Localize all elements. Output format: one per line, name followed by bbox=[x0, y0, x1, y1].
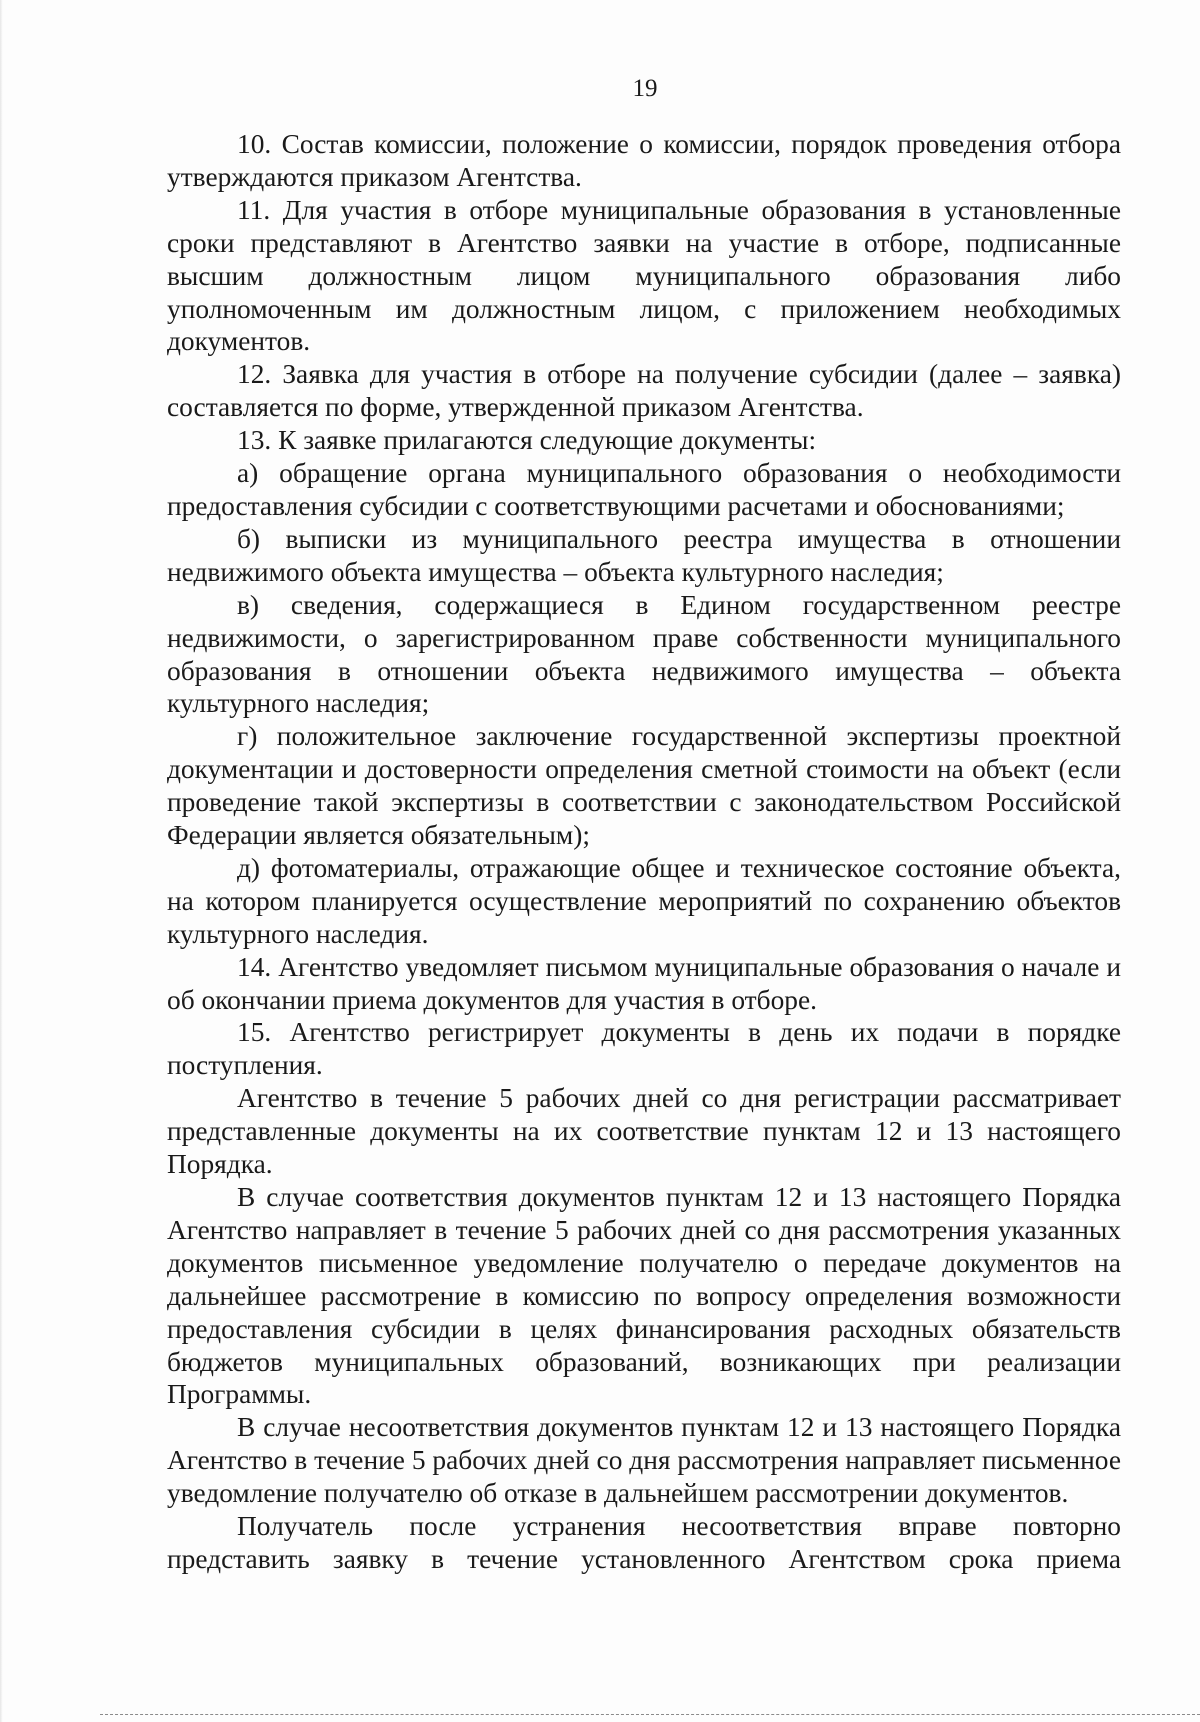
paragraph-15-noncompliance: В случае несоответствия документов пунктам 12 и 13 настоящего Порядка Агентство в течение 5 рабочих дней со дня рассмотрения направляет письменное уведомление получателю об отказе в дальнейшем рассмотрении документов. bbox=[167, 1412, 1121, 1509]
paragraph-13-b: б) выписки из муниципального реестра имущества в отношении недвижимого объекта имущества – объекта культурного наследия; bbox=[167, 523, 1121, 587]
paragraph-13-d: д) фотоматериалы, отражающие общее и техническое состояние объекта, на котором планируется осуществление мероприятий по сохранению объектов культурного наследия. bbox=[167, 852, 1121, 949]
paragraph-12: 12. Заявка для участия в отборе на получение субсидии (далее – заявка) составляется по форме, утвержденной приказом Агентства. bbox=[167, 359, 1121, 423]
paragraph-13: 13. К заявке прилагаются следующие документы: bbox=[237, 425, 817, 456]
paragraph-14: 14. Агентство уведомляет письмом муниципальные образования о начале и об окончании приема документов для участия в отборе. bbox=[167, 951, 1121, 1015]
paragraph-15: 15. Агентство регистрирует документы в день их подачи в порядке поступления. bbox=[167, 1017, 1121, 1081]
paragraph-10: 10. Состав комиссии, положение о комиссии, порядок проведения отбора утверждаются приказом Агентства. bbox=[167, 129, 1121, 192]
paragraph-15-review: Агентство в течение 5 рабочих дней со дня регистрации рассматривает представленные документы на их соответствие пунктам 12 и 13 настоящего Порядка. bbox=[167, 1083, 1121, 1180]
paragraph-13-v: в) сведения, содержащиеся в Едином государственном реестре недвижимости, о зарегистрированном праве собственности муниципального образования в отношении объекта недвижимого имущества – объекта культурного наследия; bbox=[167, 589, 1121, 719]
paragraph-13-a: а) обращение органа муниципального образования о необходимости предоставления субсидии с соответствующими расчетами и обоснованиями; bbox=[167, 458, 1121, 521]
page-number: 19 bbox=[632, 75, 658, 102]
scan-edge-left bbox=[0, 0, 3, 1722]
scan-edge-bottom bbox=[100, 1714, 1200, 1715]
paragraph-15-resubmission: Получатель после устранения несоответствия вправе повторно представить заявку в течение установленного Агентством срока приема bbox=[167, 1511, 1121, 1574]
document-body bbox=[167, 128, 1121, 1576]
paragraph-11: 11. Для участия в отборе муниципальные образования в установленные сроки представляют в Агентство заявки на участие в отборе, подписанные высшим должностным лицом муниципального образования либо уполномоченным им должностным лицом, с приложением необходимых документов. bbox=[167, 194, 1121, 357]
paragraph-13-g: г) положительное заключение государственной экспертизы проектной документации и достоверности определения сметной стоимости на объект (если проведение такой экспертизы в соответствии с законодательством Российской Федерации является обязательным); bbox=[167, 721, 1121, 851]
paragraph-15-compliance: В случае соответствия документов пунктам 12 и 13 настоящего Порядка Агентство направляет в течение 5 рабочих дней со дня рассмотрения указанных документов письменное уведомление получателю о передаче документов на дальнейшее рассмотрение в комиссию по вопросу определения возможности предоставления субсидии в целях финансирования расходных обязательств бюджетов муниципальных образований, возникающих при реализации Программы. bbox=[167, 1182, 1121, 1410]
